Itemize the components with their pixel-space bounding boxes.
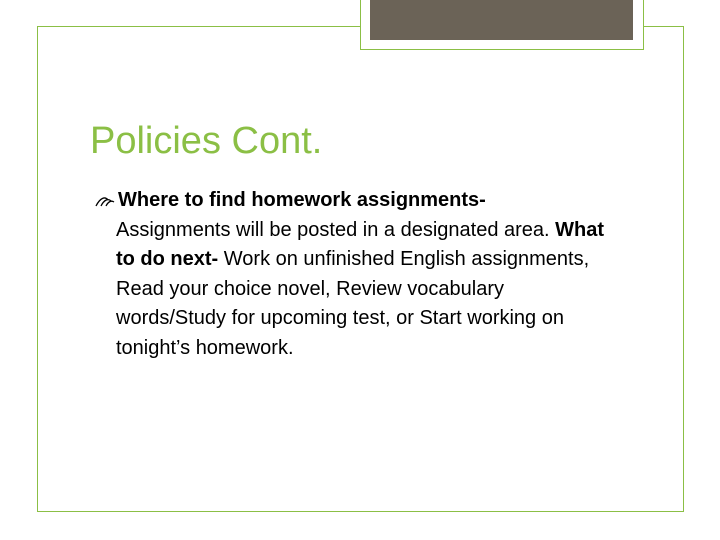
- bullet-subheading: What to do next-: [116, 218, 605, 270]
- swirl-bullet-icon: [95, 194, 115, 208]
- slide-title: Policies Cont.: [90, 120, 323, 162]
- decorative-tab-fill: [370, 0, 633, 40]
- bullet-text-2: Work on unfinished English assignments, Read your choice novel, Review vocabulary words/Study for upcoming test, or Start working on tonight’s homework.: [116, 248, 590, 359]
- bullet-heading: Where to find homework assignments-: [118, 189, 486, 211]
- bullet-body: [95, 216, 615, 364]
- bullet-text-1: Assignments will be posted in a designated area.: [116, 218, 556, 241]
- bullet-item: [95, 186, 615, 363]
